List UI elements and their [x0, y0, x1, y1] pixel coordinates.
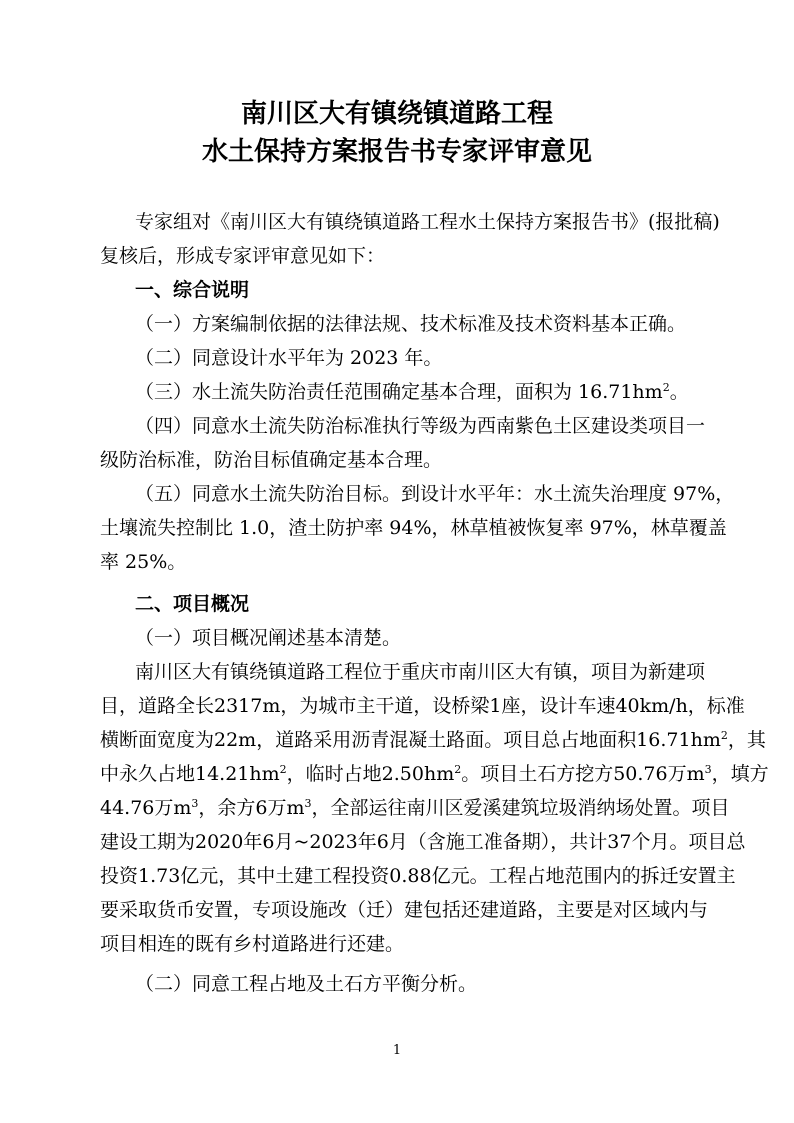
section-1-item-5-line-1: （五）同意水土流失防治目标。到设计水平年：水土流失治理度 97%， [135, 483, 735, 505]
section-2-heading: 二、项目概况 [135, 593, 250, 615]
section-1-item-5-line-3: 率 25%。 [100, 551, 187, 573]
section-1-item-3: （三）水土流失防治责任范围确定基本合理，面积为 $16.71hm^2$。 [135, 381, 689, 403]
section-1-heading: 一、综合说明 [135, 279, 250, 301]
section-1-item-4-line-2: 级防治标准，防治目标值确定基本合理。 [100, 449, 443, 471]
project-overview-line-5: 44.76万$m^3$，余方6万$m^3$，全部运往南川区爱溪建筑垃圾消纳场处置。项目 [100, 797, 730, 819]
section-2-item-1: （一）项目概况阐述基本清楚。 [135, 627, 402, 649]
document-title-line-2: 水土保持方案报告书专家评审意见 [201, 137, 592, 167]
section-2-item-2: （二）同意工程占地及土石方平衡分析。 [135, 973, 478, 995]
intro-line-2: 复核后，形成专家评审意见如下： [100, 245, 386, 267]
section-1-item-5-line-2: 土壤流失控制比 1.0，渣土防护率 94%，林草植被恢复率 97%，林草覆盖 [100, 517, 727, 539]
project-overview-line-4: 中永久占地$14.21hm^2$，临时占地$2.50hm^2$。项目土石方挖方50.76万$m^3$，填方 [100, 763, 769, 785]
project-overview-line-8: 要采取货币安置，专项设施改（迁）建包括还建道路，主要是对区域内与 [100, 899, 709, 921]
document-title-line-1: 南川区大有镇绕镇道路工程 [240, 99, 553, 129]
project-overview-line-1: 南川区大有镇绕镇道路工程位于重庆市南川区大有镇，项目为新建项 [135, 661, 706, 683]
project-overview-line-2: 目，道路全长2317m，为城市主干道，设桥梁1座，设计车速40km/h，标准 [100, 695, 745, 717]
section-1-item-1: （一）方案编制依据的法律法规、技术标准及技术资料基本正确。 [135, 313, 687, 335]
project-overview-line-7: 投资1.73亿元，其中土建工程投资0.88亿元。工程占地范围内的拆迁安置主 [100, 865, 736, 887]
section-1-item-2: （二）同意设计水平年为 2023 年。 [135, 347, 443, 369]
project-overview-line-6: 建设工期为2020年6月~2023年6月（含施工准备期），共计37个月。项目总 [100, 831, 746, 853]
page-number: 1 [392, 1043, 402, 1058]
section-1-item-4-line-1: （四）同意水土流失防治标准执行等级为西南紫色土区建设类项目一 [135, 415, 706, 437]
project-overview-line-3: 横断面宽度为22m，道路采用沥青混凝土路面。项目总占地面积$16.71hm^2$，其 [100, 729, 766, 751]
project-overview-line-9: 项目相连的既有乡村道路进行还建。 [100, 933, 405, 955]
intro-line-1: 专家组对《南川区大有镇绕镇道路工程水土保持方案报告书》(报批稿) [135, 211, 720, 233]
